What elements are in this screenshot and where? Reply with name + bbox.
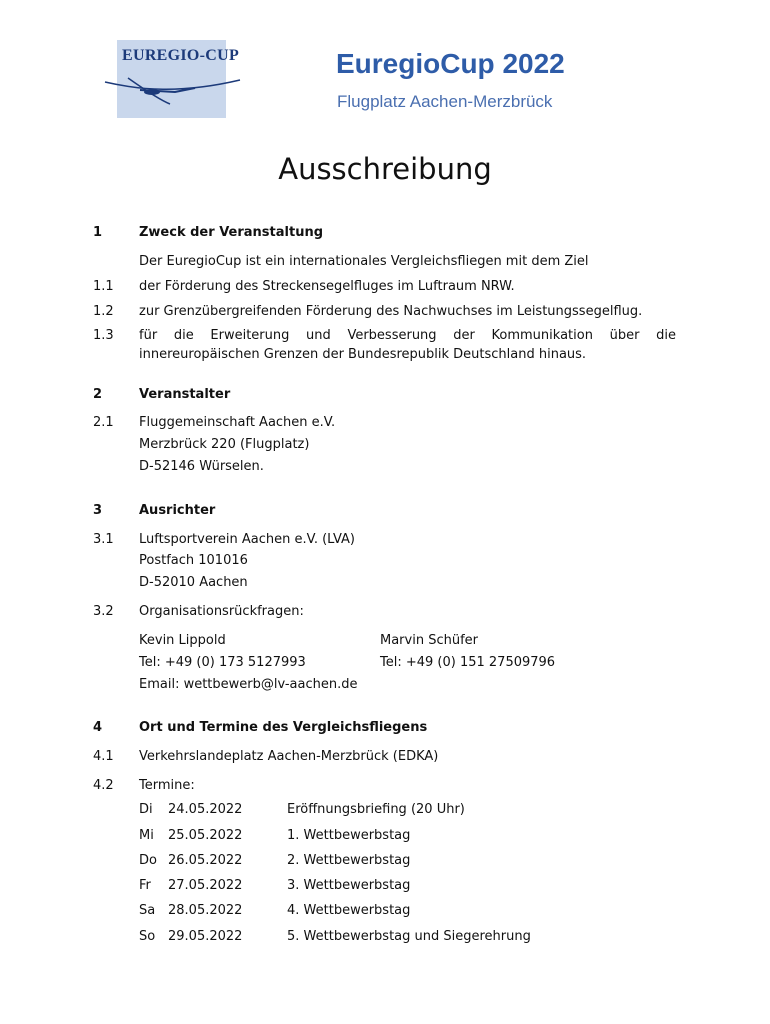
schedule-day: Mi	[139, 828, 154, 843]
event-title: EuregioCup 2022	[336, 48, 565, 79]
schedule-label: Termine:	[139, 778, 195, 793]
section-1-heading: Zweck der Veranstaltung	[139, 225, 324, 240]
item-3-2-number: 3.2	[93, 604, 114, 619]
contact-2-name: Marvin Schüfer	[380, 633, 479, 648]
schedule-event: 5. Wettbewerbstag und Siegerehrung	[287, 929, 531, 944]
section-3-number: 3	[93, 503, 103, 518]
word: die	[656, 328, 676, 343]
schedule-date: 27.05.2022	[168, 878, 243, 893]
schedule-day: Di	[139, 802, 153, 817]
organizer-city: D-52146 Würselen.	[139, 459, 264, 474]
organizer-name: Fluggemeinschaft Aachen e.V.	[139, 415, 336, 430]
host-city: D-52010 Aachen	[139, 575, 248, 590]
schedule-date: 29.05.2022	[168, 929, 243, 944]
contact-1-email[interactable]: Email: wettbewerb@lv-aachen.de	[139, 677, 358, 692]
schedule-date: 24.05.2022	[168, 802, 243, 817]
schedule-date: 26.05.2022	[168, 853, 243, 868]
word: Erweiterung	[210, 328, 290, 343]
item-1-1-number: 1.1	[93, 279, 114, 294]
host-name: Luftsportverein Aachen e.V. (LVA)	[139, 532, 355, 547]
item-2-1-number: 2.1	[93, 415, 114, 430]
section-1-number: 1	[93, 225, 103, 240]
contact-label: Organisationsrückfragen:	[139, 604, 304, 619]
word: Kommunikation	[491, 328, 593, 343]
section-4-number: 4	[93, 720, 103, 735]
section-1-intro: Der EuregioCup ist ein internationales Vergleichsfliegen mit dem Ziel	[139, 254, 589, 269]
contact-1-phone: Tel: +49 (0) 173 5127993	[139, 655, 306, 670]
schedule-event: Eröffnungsbriefing (20 Uhr)	[287, 802, 465, 817]
schedule-day: Do	[139, 853, 157, 868]
schedule-day: So	[139, 929, 156, 944]
section-3-heading: Ausrichter	[139, 503, 216, 518]
venue-text: Verkehrslandeplatz Aachen-Merzbrück (EDKA)	[139, 749, 439, 764]
schedule-event: 2. Wettbewerbstag	[287, 853, 411, 868]
word: der	[453, 328, 475, 343]
item-1-3-line1	[139, 328, 676, 343]
section-2-heading: Veranstalter	[139, 387, 231, 402]
host-postbox: Postfach 101016	[139, 553, 248, 568]
event-subtitle: Flugplatz Aachen-Merzbrück	[337, 92, 553, 111]
contact-2-phone: Tel: +49 (0) 151 27509796	[380, 655, 556, 670]
organizer-street: Merzbrück 220 (Flugplatz)	[139, 437, 310, 452]
word: die	[173, 328, 194, 343]
word: Verbesserung	[347, 328, 437, 343]
schedule-day: Fr	[139, 878, 151, 893]
page-title: Ausschreibung	[278, 152, 492, 186]
schedule-event: 3. Wettbewerbstag	[287, 878, 411, 893]
logo-text: EUREGIO-CUP	[122, 47, 240, 64]
schedule-date: 28.05.2022	[168, 903, 243, 918]
item-1-3-number: 1.3	[93, 328, 114, 343]
schedule-day: Sa	[139, 903, 156, 918]
item-1-2-number: 1.2	[93, 304, 114, 319]
schedule-event: 1. Wettbewerbstag	[287, 828, 411, 843]
glider-icon	[100, 60, 250, 110]
section-2-number: 2	[93, 387, 103, 402]
word: über	[609, 328, 640, 343]
item-1-1-text: der Förderung des Streckensegelfluges im Luftraum NRW.	[139, 279, 515, 294]
section-4-heading: Ort und Termine des Vergleichsfliegens	[139, 720, 428, 735]
item-1-2-text: zur Grenzübergreifenden Förderung des Nachwuchses im Leistungssegelflug.	[139, 304, 643, 319]
item-1-3-line2: innereuropäischen Grenzen der Bundesrepublik Deutschland hinaus.	[139, 347, 587, 362]
schedule-date: 25.05.2022	[168, 828, 243, 843]
word: und	[306, 328, 331, 343]
item-4-1-number: 4.1	[93, 749, 114, 764]
word: für	[139, 328, 158, 343]
schedule-event: 4. Wettbewerbstag	[287, 903, 411, 918]
contact-1-name: Kevin Lippold	[139, 633, 226, 648]
item-4-2-number: 4.2	[93, 778, 114, 793]
item-3-1-number: 3.1	[93, 532, 114, 547]
